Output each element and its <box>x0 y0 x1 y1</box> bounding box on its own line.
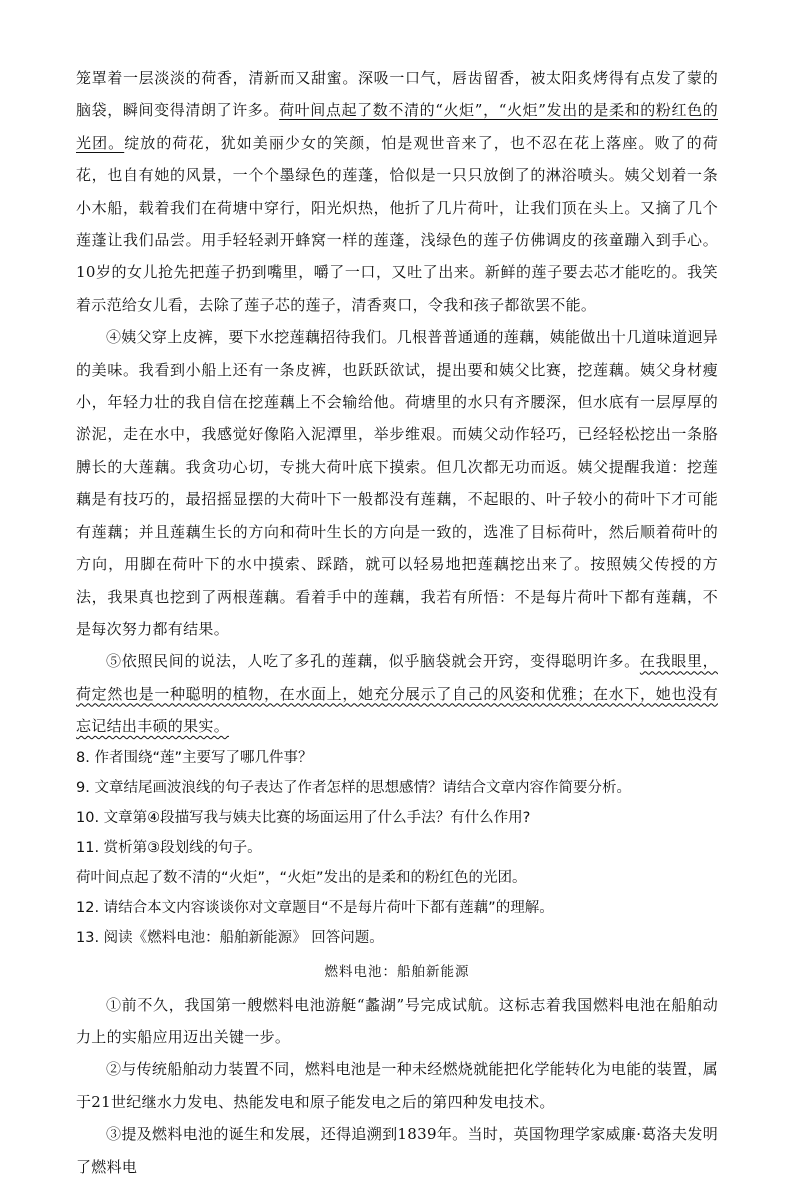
question-9: 9. 文章结尾画波浪线的句子表达了作者怎样的思想感情？请结合文章内容作简要分析。 <box>76 779 631 796</box>
wavy-underlined-sentence: 在我眼里，荷定然也是一种聪明的植物，在水面上，她充分展示了自己的风姿和优雅；在水下，她也没有忘记结出丰硕的果实。 <box>76 652 718 736</box>
article-paragraph-1: ①前不久，我国第一艘燃料电池游艇“蠡湖”号完成试航。这标志着我国燃料电池在船舶动力上的实船应用迈出关键一步。 <box>76 995 718 1046</box>
underlined-sentence: 荷叶间点起了数不清的“火炬”，“火炬”发出的是柔和的粉红色的光团。 <box>76 101 718 152</box>
passage-paragraph-4: ④姨父穿上皮裤，要下水挖莲藕招待我们。几根普普通通的莲藕，姨能做出十几道味道迥异的美味。我看到小船上还有一条皮裤，也跃跃欲试，提出要和姨父比赛，挖莲藕。姨父身材瘦小，年轻力壮的我自信在挖莲藕上不会输给他。荷塘里的水只有齐腰深，但水底有一层厚厚的淤泥，走在水中，我感觉好像陷入泥潭里，举步维艰。而姨父动作轻巧，已经轻松挖出一条胳膊长的大莲藕。我贪功心切，专挑大荷叶底下摸索。但几次都无功而返。姨父提醒我道：挖莲藕是有技巧的，最招摇显摆的大荷叶下一般都没有莲藕，不起眼的、叶子较小的荷叶下才可能有莲藕；并且莲藕生长的方向和荷叶生长的方向是一致的，选准了目标荷叶，然后顺着荷叶的方向，用脚在荷叶下的水中摸索、踩踏，就可以轻易地把莲藕挖出来了。按照姨父传授的方法，我果真也挖到了两根莲藕。看着手中的莲藕，我若有所悟：不是每片荷叶下都有莲藕，不是每次努力都有结果。 <box>76 328 719 638</box>
article-title: 燃料电池：船舶新能源 <box>324 963 470 980</box>
question-10: 10. 文章第④段描写我与姨夫比赛的场面运用了什么手法？有什么作用? <box>76 809 531 826</box>
paragraph-3-text-start: 笼罩着一层淡淡的荷香，清新而又甜蜜。深吸一口气，唇齿留香，被太阳炙烤得有点发了蒙的脑袋，瞬间变得清朗了许多。 <box>76 69 718 120</box>
article-paragraph-3: ③提及燃料电池的诞生和发展，还得追溯到1839年。当时，英国物理学家威廉·葛洛夫发明了燃料电 <box>76 1125 718 1176</box>
question-8: 8. 作者围绕“莲”主要写了哪几件事？ <box>76 749 313 766</box>
paragraph-5-text-start: ⑤依照民间的说法，人吃了多孔的莲藕，似乎脑袋就会开窍，变得聪明许多。 <box>106 652 640 671</box>
paragraph-3-text-end: 绽放的荷花，犹如美丽少女的笑颜，怕是观世音来了，也不忍在花上落座。败了的荷花，也自有她的风景，一个个墨绿色的莲蓬，恰似是一只只放倒了的淋浴喷头。姨父划着一条小木船，载着我们在荷塘中穿行，阳光炽热，他折了几片荷叶，让我们顶在头上。又摘了几个莲蓬让我们品尝。用手轻轻剥开蜂窝一样的莲蓬，浅绿色的莲子仿佛调皮的孩童蹦入到手心。10岁的女儿抢先把莲子扔到嘴里，嚼了一口，又吐了出来。新鲜的莲子要去芯才能吃的。我笑着示范给女儿看，去除了莲子芯的莲子，清香爽口，令我和孩子都欲罢不能。 <box>76 133 719 314</box>
question-13: 13. 阅读《燃料电池：船舶新能源》 回答问题。 <box>76 929 384 946</box>
passage-paragraph-5 <box>76 645 718 742</box>
question-12: 12. 请结合本文内容谈谈你对文章题目“不是每片荷叶下都有莲藕”的理解。 <box>76 899 554 916</box>
page-content <box>76 62 718 1183</box>
article-paragraph-2: ②与传统船舶动力装置不同，燃料电池是一种未经燃烧就能把化学能转化为电能的装置，属于21世纪继水力发电、热能发电和原子能发电之后的第四种发电技术。 <box>76 1060 719 1111</box>
passage-paragraph-3 <box>76 62 718 321</box>
question-11-sentence: 荷叶间点起了数不清的“火炬”，“火炬”发出的是柔和的粉红色的光团。 <box>76 869 527 886</box>
question-11: 11. 赏析第③段划线的句子。 <box>76 839 262 856</box>
